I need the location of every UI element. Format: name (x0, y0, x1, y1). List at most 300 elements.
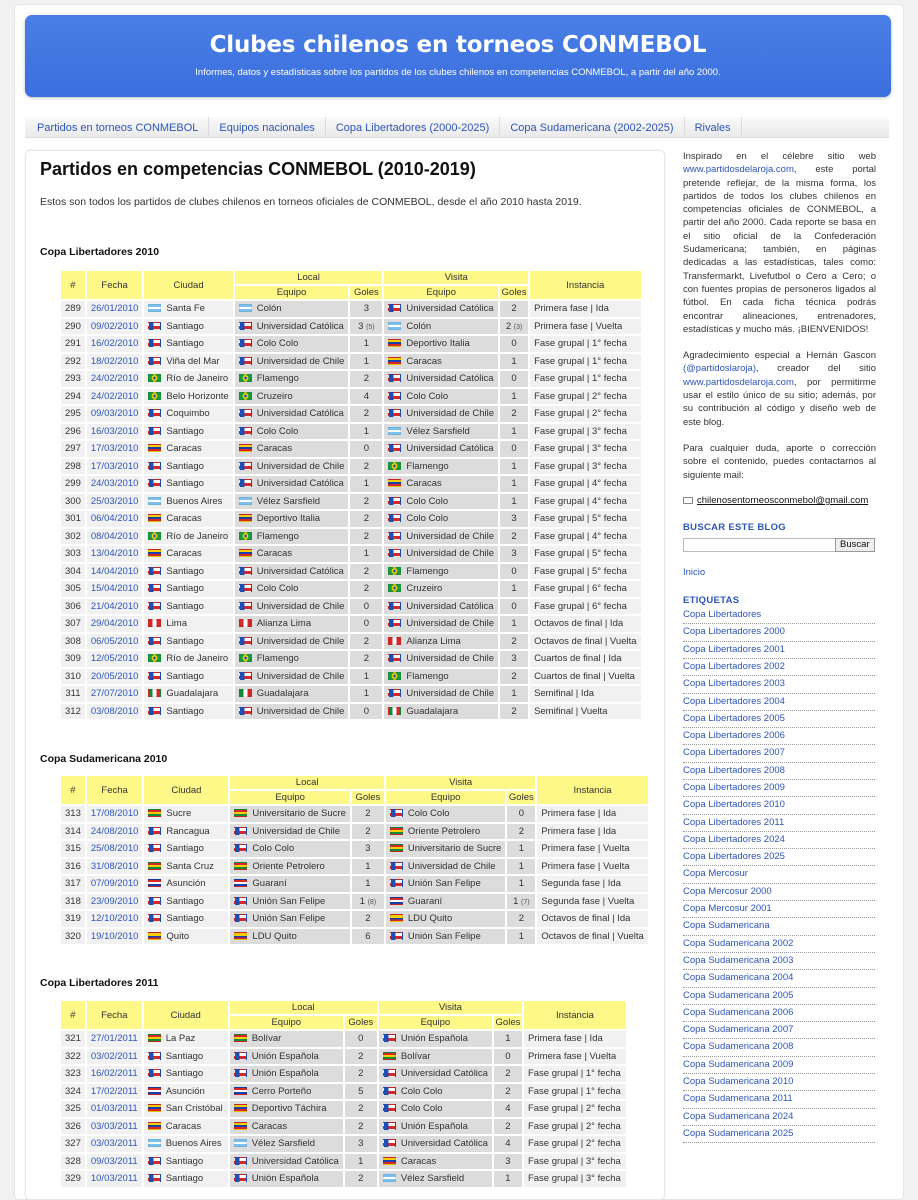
away-goals: 2 (494, 1066, 522, 1082)
city-cell: Viña del Mar (144, 354, 232, 370)
partidosdelaroja-link-2[interactable]: www.partidosdelaroja.com (683, 376, 794, 388)
search-button[interactable]: Buscar (835, 538, 875, 552)
match-date-link[interactable]: 10/03/2011 (87, 1171, 142, 1187)
away-goals: 1 (507, 876, 535, 892)
home-goals: 2 (350, 511, 382, 527)
flag-cl-icon (234, 897, 247, 905)
match-date-link[interactable]: 03/03/2011 (87, 1119, 142, 1135)
flag-cl-icon (388, 654, 401, 662)
match-number: 315 (61, 841, 85, 857)
match-date-link[interactable]: 01/03/2011 (87, 1101, 142, 1117)
instance-cell: Cuartos de final | Vuelta (530, 669, 640, 685)
search-title: BUSCAR ESTE BLOG (683, 522, 786, 534)
tab-rivales[interactable]: Rivales (685, 117, 742, 138)
table-row (61, 389, 641, 405)
label-link[interactable]: Copa Sudamericana 2011 (683, 1091, 875, 1108)
label-link[interactable]: Copa Sudamericana 2007 (683, 1022, 875, 1039)
col-goles-local: Goles (352, 791, 384, 804)
away-team: Guaraní (386, 894, 505, 910)
flag-cl-icon (383, 1069, 396, 1077)
flag-cl-icon (148, 844, 161, 852)
label-link[interactable]: Copa Sudamericana 2008 (683, 1039, 875, 1056)
table-row (61, 1084, 626, 1100)
flag-cl-icon (388, 497, 401, 505)
thanks-text: Agradecimiento especial a Hernán Gascon (@partidoslaroja), creador del sitio www.partidosdelaroja.com, por permitirme usar el estilo único de su sitio; además, por su contribución al código y diseño web de este blog. (683, 350, 876, 428)
city-cell: Santiago (144, 319, 232, 335)
col-equipo-local: Equipo (235, 286, 349, 299)
match-number: 294 (61, 389, 85, 405)
match-date-link[interactable]: 26/01/2010 (87, 301, 143, 317)
away-team: Universidad de Chile (384, 529, 498, 545)
contact-text: Para cualquier duda, aporte o corrección sobre el contenido, puedes contactarnos al siguiente mail: (683, 442, 876, 481)
match-number: 290 (61, 319, 85, 335)
label-link[interactable]: Copa Libertadores 2004 (683, 694, 875, 711)
match-date-link[interactable]: 16/02/2011 (87, 1066, 142, 1082)
flag-br-icon (239, 532, 252, 540)
away-team: Universidad de Chile (384, 686, 498, 702)
match-date-link[interactable]: 12/10/2010 (87, 911, 143, 927)
table-row (61, 1049, 626, 1065)
home-team: Universidad de Chile (235, 599, 349, 615)
label-link[interactable]: Copa Sudamericana 2002 (683, 936, 875, 953)
flag-br-icon (388, 567, 401, 575)
table-row (61, 354, 641, 370)
instance-cell: Fase grupal | 5° fecha (530, 546, 640, 562)
away-team: Universidad Católica (379, 1136, 492, 1152)
flag-ar-icon (388, 427, 401, 435)
city-cell: Río de Janeiro (144, 529, 232, 545)
col-goles-local: Goles (350, 286, 382, 299)
home-team: Unión San Felipe (230, 894, 349, 910)
label-link[interactable]: Copa Libertadores 2010 (683, 797, 875, 814)
flag-cl-icon (388, 409, 401, 417)
away-team: Colo Colo (379, 1084, 492, 1100)
home-team: Cerro Porteño (230, 1084, 343, 1100)
section-title: Copa Libertadores 2010 (40, 246, 160, 258)
label-link[interactable]: Copa Sudamericana 2006 (683, 1005, 875, 1022)
city-cell: Santa Cruz (144, 859, 228, 875)
match-date-link[interactable]: 03/02/2011 (87, 1049, 142, 1065)
home-goals: 2 (345, 1101, 377, 1117)
match-date-link[interactable]: 14/04/2010 (87, 564, 143, 580)
label-link[interactable]: Copa Sudamericana 2010 (683, 1074, 875, 1091)
match-date-link[interactable]: 17/08/2010 (87, 806, 143, 822)
sidebar (683, 150, 876, 1143)
home-team: Universidad de Chile (235, 704, 349, 720)
match-date-link[interactable]: 08/04/2010 (87, 529, 143, 545)
home-team: Guadalajara (235, 686, 349, 702)
label-link[interactable]: Copa Mercosur (683, 866, 875, 883)
match-number: 309 (61, 651, 85, 667)
match-date-link[interactable]: 17/02/2011 (87, 1084, 142, 1100)
instance-cell: Fase grupal | 3° fecha (524, 1154, 626, 1170)
away-team: Colón (384, 319, 498, 335)
instance-cell: Fase grupal | 5° fecha (530, 511, 640, 527)
away-team: LDU Quito (386, 911, 505, 927)
label-link[interactable]: Copa Libertadores 2025 (683, 849, 875, 866)
flag-ve-icon (383, 1157, 396, 1165)
flag-cl-icon (148, 1069, 161, 1077)
home-goals: 2 (350, 564, 382, 580)
home-goals: 2 (352, 911, 384, 927)
label-link[interactable]: Copa Sudamericana (683, 918, 875, 935)
flag-cl-icon (148, 567, 161, 575)
match-number: 314 (61, 824, 85, 840)
instance-cell: Semifinal | Vuelta (530, 704, 640, 720)
match-number: 316 (61, 859, 85, 875)
away-goals: 1 (500, 459, 528, 475)
flag-mx-icon (388, 707, 401, 715)
home-goals: 2 (352, 824, 384, 840)
match-number: 303 (61, 546, 85, 562)
instance-cell: Octavos de final | Vuelta (537, 929, 647, 945)
away-goals: 2 (494, 1119, 522, 1135)
email-link[interactable]: chilenosentorneosconmebol@gmail.com (697, 494, 869, 506)
table-row (61, 1101, 626, 1117)
flag-ve-icon (388, 339, 401, 347)
away-goals: 2 (500, 634, 528, 650)
flag-cl-icon (383, 1034, 396, 1042)
flag-cl-icon (148, 584, 161, 592)
home-goals: 2 (350, 406, 382, 422)
col-instancia: Instancia (524, 1001, 626, 1029)
tab-sudamericana[interactable]: Copa Sudamericana (2002-2025) (500, 117, 684, 138)
home-goals: 4 (350, 389, 382, 405)
match-date-link[interactable]: 24/02/2010 (87, 371, 143, 387)
label-link[interactable]: Copa Libertadores 2002 (683, 659, 875, 676)
label-link[interactable]: Copa Libertadores 2011 (683, 815, 875, 832)
flag-bo-icon (390, 844, 403, 852)
label-link[interactable]: Copa Libertadores 2000 (683, 624, 875, 641)
instance-cell: Segunda fase | Vuelta (537, 894, 647, 910)
home-goals: 0 (350, 441, 382, 457)
match-number: 304 (61, 564, 85, 580)
instance-cell: Fase grupal | 1° fecha (530, 336, 640, 352)
col-ciudad: Ciudad (144, 1001, 228, 1029)
tab-libertadores[interactable]: Copa Libertadores (2000-2025) (326, 117, 501, 138)
match-number: 307 (61, 616, 85, 632)
match-date-link[interactable]: 27/07/2010 (87, 686, 143, 702)
col-local: Local (230, 776, 383, 789)
col-instancia: Instancia (530, 271, 640, 299)
instance-cell: Octavos de final | Ida (530, 616, 640, 632)
match-date-link[interactable]: 09/02/2010 (87, 319, 143, 335)
instance-cell: Primera fase | Ida (537, 806, 647, 822)
away-team: Caracas (384, 354, 498, 370)
home-goals: 0 (350, 704, 382, 720)
flag-br-icon (148, 532, 161, 540)
match-number: 299 (61, 476, 85, 492)
match-date-link[interactable]: 12/05/2010 (87, 651, 143, 667)
home-team: Flamengo (235, 529, 349, 545)
match-date-link[interactable]: 07/09/2010 (87, 876, 143, 892)
section-title: Copa Sudamericana 2010 (40, 753, 168, 765)
away-goals: 4 (494, 1101, 522, 1117)
label-link[interactable]: Copa Libertadores 2005 (683, 711, 875, 728)
match-date-link[interactable]: 25/03/2010 (87, 494, 143, 510)
match-date-link[interactable]: 24/03/2010 (87, 476, 143, 492)
match-date-link[interactable]: 13/04/2010 (87, 546, 143, 562)
email-row (683, 494, 876, 507)
home-team: Guaraní (230, 876, 349, 892)
away-team: Universitario de Sucre (386, 841, 505, 857)
main-post (25, 150, 665, 1200)
away-goals: 0 (500, 599, 528, 615)
home-team: Universidad de Chile (235, 634, 349, 650)
col-equipo-visita: Equipo (386, 791, 505, 804)
flag-py-icon (234, 1087, 247, 1095)
search-input[interactable] (683, 538, 835, 552)
match-date-link[interactable]: 24/02/2010 (87, 389, 143, 405)
home-team: Deportivo Italia (235, 511, 349, 527)
blog-title[interactable]: Clubes chilenos en torneos CONMEBOL (209, 32, 707, 58)
flag-ve-icon (148, 444, 161, 452)
home-team: Vélez Sarsfield (230, 1136, 343, 1152)
label-link[interactable]: Copa Sudamericana 2003 (683, 953, 875, 970)
twitter-handle-link[interactable]: (@partidoslaroja) (683, 363, 757, 375)
flag-cl-icon (388, 689, 401, 697)
blog-description: Informes, datos y estadísticas sobre los partidos de los clubes chilenos en competencias CONMEBOL, a partir del año 2000. (195, 67, 721, 78)
label-link[interactable]: Copa Libertadores (683, 607, 875, 624)
match-date-link[interactable]: 20/05/2010 (87, 669, 143, 685)
home-goals: 2 (352, 806, 384, 822)
match-number: 305 (61, 581, 85, 597)
match-date-link[interactable]: 25/08/2010 (87, 841, 143, 857)
flag-cl-icon (148, 602, 161, 610)
away-team: Flamengo (384, 669, 498, 685)
flag-cl-icon (148, 339, 161, 347)
flag-bo-icon (383, 1052, 396, 1060)
match-date-link[interactable]: 17/03/2010 (87, 441, 143, 457)
flag-cl-icon (390, 932, 403, 940)
home-goals: 2 (345, 1049, 377, 1065)
table-row (61, 336, 641, 352)
table-row (61, 546, 641, 562)
flag-br-icon (148, 392, 161, 400)
match-date-link[interactable]: 06/05/2010 (87, 634, 143, 650)
col-goles-visita: Goles (495, 1017, 521, 1028)
flag-br-icon (239, 654, 252, 662)
flag-ve-icon (239, 514, 252, 522)
city-cell: Santiago (144, 704, 232, 720)
match-date-link[interactable]: 19/10/2010 (87, 929, 143, 945)
match-number: 302 (61, 529, 85, 545)
home-team: Caracas (230, 1119, 343, 1135)
table-row (61, 616, 641, 632)
label-link[interactable]: Copa Libertadores 2006 (683, 728, 875, 745)
instance-cell: Fase grupal | 2° fecha (530, 406, 640, 422)
instance-cell: Fase grupal | 1° fecha (530, 371, 640, 387)
flag-br-icon (388, 584, 401, 592)
flag-ve-icon (148, 514, 161, 522)
col-equipo-visita: Equipo (384, 286, 498, 299)
nav-tabs (25, 117, 889, 138)
away-goals: 1 (500, 424, 528, 440)
match-date-link[interactable]: 24/08/2010 (87, 824, 143, 840)
col-goles-local: Goles (345, 1016, 377, 1029)
match-date-link[interactable]: 18/02/2010 (87, 354, 143, 370)
label-link[interactable]: Copa Sudamericana 2024 (683, 1109, 875, 1126)
away-goals: 2 (507, 824, 535, 840)
city-cell: Santiago (144, 1154, 228, 1170)
flag-cl-icon (234, 914, 247, 922)
match-number: 322 (61, 1049, 85, 1065)
flag-cl-icon (239, 479, 252, 487)
flag-br-icon (148, 374, 161, 382)
city-cell: Santiago (144, 424, 232, 440)
label-link[interactable]: Copa Libertadores 2001 (683, 642, 875, 659)
col-ciudad: Ciudad (144, 776, 228, 804)
table-row (61, 529, 641, 545)
match-date-link[interactable]: 03/03/2011 (87, 1136, 142, 1152)
col-ciudad: Ciudad (144, 271, 232, 299)
label-link[interactable]: Copa Libertadores 2003 (683, 676, 875, 693)
flag-cl-icon (148, 637, 161, 645)
home-goals: 1 (350, 669, 382, 685)
city-cell: Buenos Aires (144, 494, 232, 510)
label-link[interactable]: Copa Sudamericana 2004 (683, 970, 875, 987)
instance-cell: Primera fase | Vuelta (537, 859, 647, 875)
labels-title: ETIQUETAS (683, 594, 740, 606)
matches-table (59, 774, 650, 946)
match-date-link[interactable]: 09/03/2011 (87, 1154, 142, 1170)
flag-cl-icon (239, 322, 252, 330)
label-link[interactable]: Copa Sudamericana 2025 (683, 1126, 875, 1143)
table-row (61, 669, 641, 685)
flag-ec-icon (234, 932, 247, 940)
away-team: Universidad Católica (384, 301, 498, 317)
flag-cl-icon (148, 479, 161, 487)
flag-cl-icon (234, 1069, 247, 1077)
label-link[interactable]: Copa Sudamericana 2009 (683, 1057, 875, 1074)
home-goals: 0 (350, 616, 382, 632)
home-team: Deportivo Táchira (230, 1101, 343, 1117)
flag-cl-icon (383, 1122, 396, 1130)
instance-cell: Fase grupal | 1° fecha (524, 1084, 626, 1100)
table-row (61, 704, 641, 720)
home-team: Unión Española (230, 1049, 343, 1065)
table-row (61, 841, 648, 857)
match-number: 310 (61, 669, 85, 685)
search-form (683, 538, 876, 552)
match-number: 321 (61, 1031, 85, 1047)
label-link[interactable]: Copa Sudamericana 2005 (683, 988, 875, 1005)
flag-cl-icon (388, 392, 401, 400)
match-number: 300 (61, 494, 85, 510)
home-goals: 1 (350, 354, 382, 370)
instance-cell: Fase grupal | 2° fecha (524, 1101, 626, 1117)
tab-equipos[interactable]: Equipos nacionales (209, 117, 325, 138)
match-date-link[interactable]: 29/04/2010 (87, 616, 143, 632)
flag-cl-icon (388, 304, 401, 312)
home-team: Colón (235, 301, 349, 317)
match-date-link[interactable]: 23/09/2010 (87, 894, 143, 910)
table-row (61, 301, 641, 317)
table-row (61, 634, 641, 650)
partidosdelaroja-link[interactable]: www.partidosdelaroja.com (683, 164, 794, 176)
flag-cl-icon (388, 549, 401, 557)
label-link[interactable]: Copa Libertadores 2024 (683, 832, 875, 849)
table-row (61, 1119, 626, 1135)
instance-cell: Fase grupal | 2° fecha (530, 389, 640, 405)
away-team: Universidad de Chile (384, 616, 498, 632)
tab-partidos[interactable]: Partidos en torneos CONMEBOL (27, 117, 209, 138)
home-link[interactable]: Inicio (683, 567, 706, 579)
instance-cell: Fase grupal | 3° fecha (524, 1171, 626, 1187)
match-date-link[interactable]: 09/03/2010 (87, 406, 143, 422)
table-row (61, 424, 641, 440)
home-team: Unión Española (230, 1171, 343, 1187)
flag-cl-icon (388, 619, 401, 627)
match-date-link[interactable]: 06/04/2010 (87, 511, 143, 527)
table-row (61, 581, 641, 597)
away-goals: 1 (494, 1171, 522, 1187)
flag-ar-icon (148, 497, 161, 505)
table-row (61, 824, 648, 840)
flag-pe-icon (239, 619, 252, 627)
flag-ve-icon (234, 1122, 247, 1130)
city-cell: San Cristóbal (144, 1101, 228, 1117)
away-team: Universidad Católica (384, 599, 498, 615)
away-goals: 2 (3) (500, 319, 528, 335)
match-date-link[interactable]: 03/08/2010 (87, 704, 143, 720)
away-team: Colo Colo (379, 1101, 492, 1117)
match-number: 318 (61, 894, 85, 910)
flag-cl-icon (148, 357, 161, 365)
label-link[interactable]: Copa Libertadores 2007 (683, 745, 875, 762)
flag-cl-icon (390, 809, 403, 817)
instance-cell: Fase grupal | 3° fecha (530, 424, 640, 440)
table-row (61, 1136, 626, 1152)
away-goals: 0 (494, 1049, 522, 1065)
flag-py-icon (234, 879, 247, 887)
instance-cell: Octavos de final | Vuelta (530, 634, 640, 650)
flag-bo-icon (148, 809, 161, 817)
col-fecha: Fecha (87, 776, 143, 804)
match-date-link[interactable]: 17/03/2010 (87, 459, 143, 475)
away-goals: 0 (500, 371, 528, 387)
label-link[interactable]: Copa Mercosur 2000 (683, 884, 875, 901)
home-team: Universitario de Sucre (230, 806, 349, 822)
home-team: Universidad de Chile (235, 459, 349, 475)
flag-bo-icon (148, 1034, 161, 1042)
city-cell: Quito (144, 929, 228, 945)
instance-cell: Primera fase | Ida (530, 301, 640, 317)
match-date-link[interactable]: 27/01/2011 (87, 1031, 142, 1047)
flag-ve-icon (148, 1104, 161, 1112)
label-link[interactable]: Copa Libertadores 2009 (683, 780, 875, 797)
match-date-link[interactable]: 21/04/2010 (87, 599, 143, 615)
label-link[interactable]: Copa Libertadores 2008 (683, 763, 875, 780)
flag-cl-icon (239, 409, 252, 417)
city-cell: Asunción (144, 876, 228, 892)
home-goals: 2 (350, 371, 382, 387)
label-link[interactable]: Copa Mercosur 2001 (683, 901, 875, 918)
flag-ec-icon (148, 932, 161, 940)
match-date-link[interactable]: 16/02/2010 (87, 336, 143, 352)
match-date-link[interactable]: 15/04/2010 (87, 581, 143, 597)
home-team: Colo Colo (235, 424, 349, 440)
away-goals: 0 (500, 336, 528, 352)
flag-cl-icon (239, 567, 252, 575)
flag-ve-icon (388, 479, 401, 487)
match-date-link[interactable]: 31/08/2010 (87, 859, 143, 875)
away-team: Universidad de Chile (384, 651, 498, 667)
match-date-link[interactable]: 16/03/2010 (87, 424, 143, 440)
away-team: Universidad Católica (384, 441, 498, 457)
home-goals: 2 (350, 459, 382, 475)
home-team: Flamengo (235, 651, 349, 667)
